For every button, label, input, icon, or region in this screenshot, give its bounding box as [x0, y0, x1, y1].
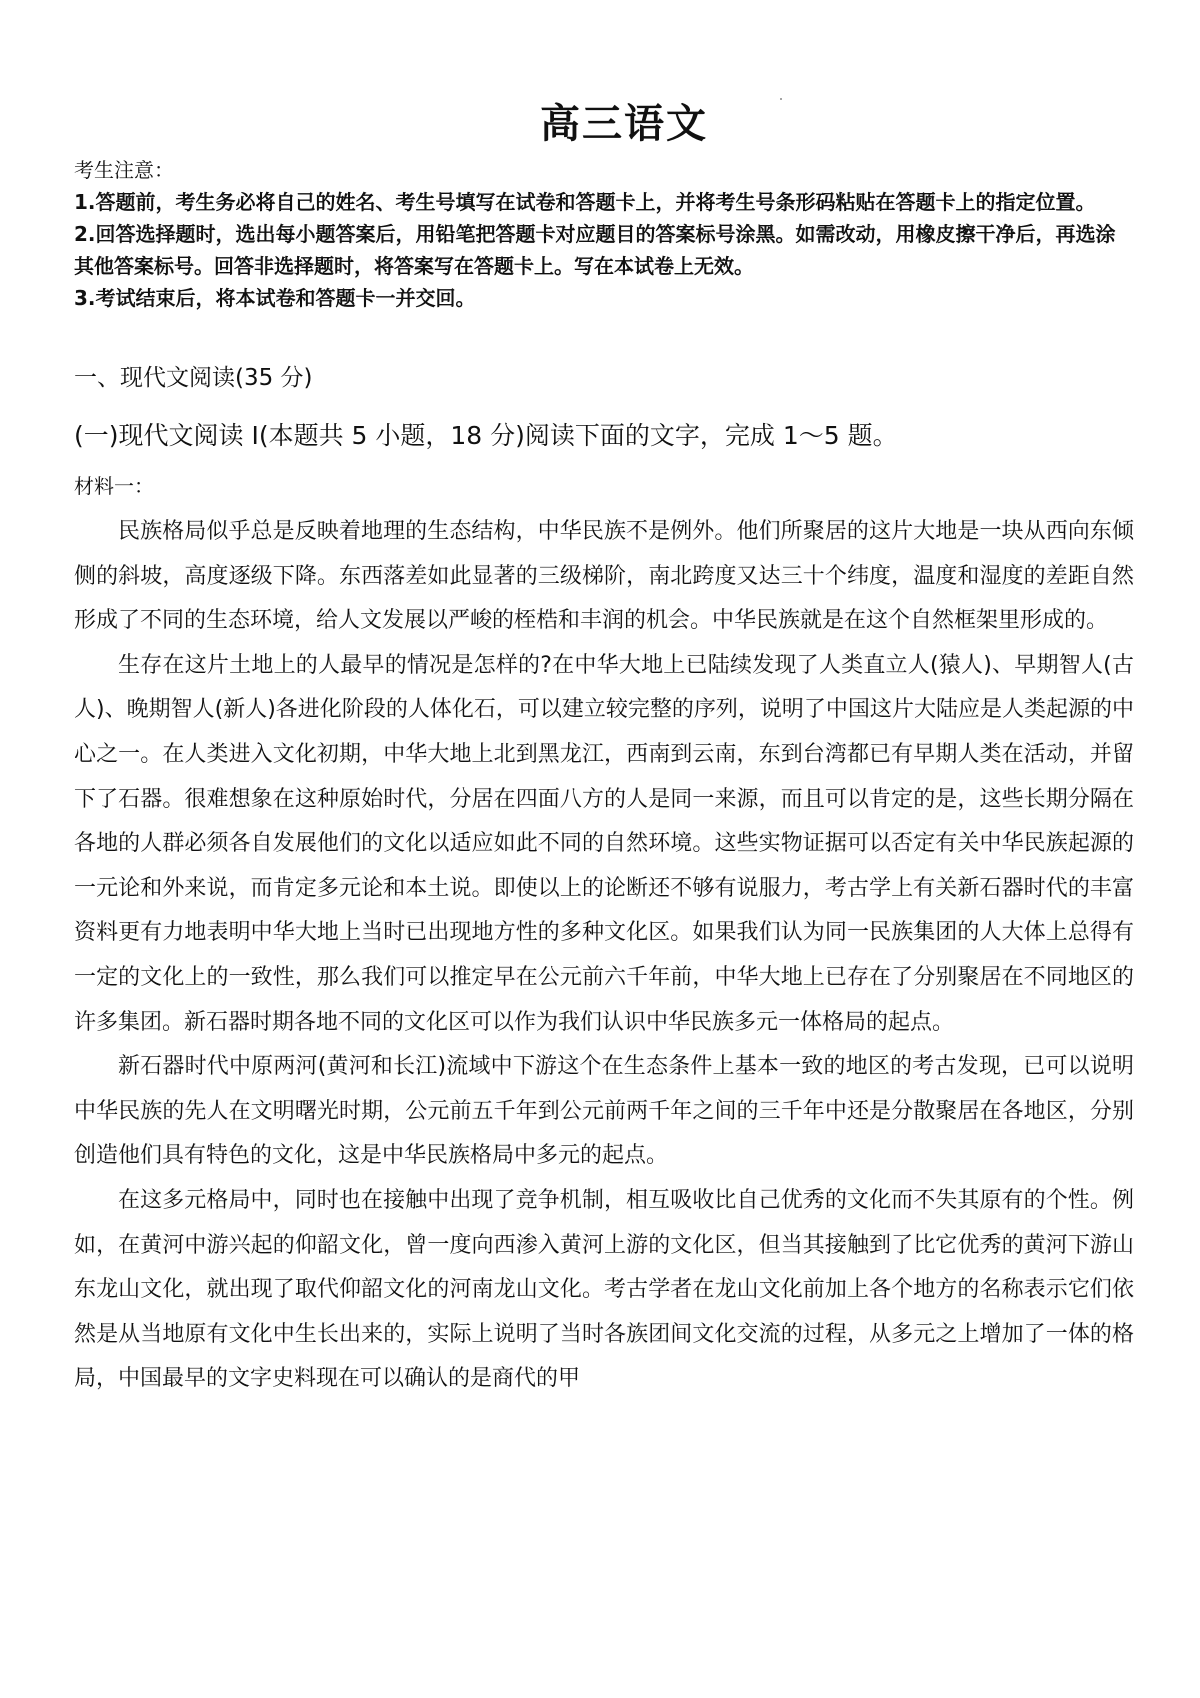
passage-paragraph: 在这多元格局中，同时也在接触中出现了竞争机制，相互吸收比自己优秀的文化而不失其原有的个性。例如，在黄河中游兴起的仰韶文化，曾一度向西渗入黄河上游的文化区，但当其接触到了比它优秀的黄河下游山东龙山文化，就出现了取代仰韶文化的河南龙山文化。考古学者在龙山文化前加上各个地方的名称表示它们依然是从当地原有文化中生长出来的，实际上说明了当时各族团间文化交流的过程，从多元之上增加了一体的格局，中国最早的文字史料现在可以确认的是商代的甲 — [74, 1187, 1134, 1392]
passage-paragraph: 民族格局似乎总是反映着地理的生态结构，中华民族不是例外。他们所聚居的这片大地是一块从西向东倾侧的斜坡，高度逐级下降。东西落差如此显著的三级梯阶，南北跨度又达三十个纬度，温度和湿度的差距自然形成了不同的生态环境，给人文发展以严峻的桎梏和丰润的机会。中华民族就是在这个自然框架里形成的。 — [74, 519, 1134, 634]
page-title: 高三语文 — [540, 100, 708, 147]
sub-section-heading: (一)现代文阅读 I(本题共 5 小题，18 分)阅读下面的文字，完成 1～5 题。 — [74, 421, 898, 450]
notice-item: 3.考试结束后，将本试卷和答题卡一并交回。 — [74, 286, 476, 310]
passage-paragraph: 新石器时代中原两河(黄河和长江)流域中下游这个在生态条件上基本一致的地区的考古发现，已可以说明中华民族的先人在文明曙光时期，公元前五千年到公元前两千年之间的三千年中还是分散聚居在各地区，分别创造他们具有特色的文化，这是中华民族格局中多元的起点。 — [74, 1054, 1134, 1169]
notice-item: 1.答题前，考生务必将自己的姓名、考生号填写在试卷和答题卡上，并将考生号条形码粘贴在答题卡上的指定位置。 — [74, 190, 1096, 214]
reading-passage — [74, 510, 1134, 1402]
notice-item: 2.回答选择题时，选出每小题答案后，用铅笔把答题卡对应题目的答案标号涂黑。如需改动，用橡皮擦干净后，再选涂其他答案标号。回答非选择题时，将答案写在答题卡上。写在本试卷上无效。 — [74, 222, 1116, 278]
material-label: 材料一： — [74, 474, 154, 498]
notice-heading: 考生注意： — [74, 158, 174, 182]
scan-speck — [780, 98, 782, 100]
section-heading: 一、现代文阅读(35 分) — [74, 365, 313, 391]
passage-paragraph: 生存在这片土地上的人最早的情况是怎样的?在中华大地上已陆续发现了人类直立人(猿人)、早期智人(古人)、晚期智人(新人)各进化阶段的人体化石，可以建立较完整的序列，说明了中国这片大陆应是人类起源的中心之一。在人类进入文化初期，中华大地上北到黑龙江，西南到云南，东到台湾都已有早期人类在活动，并留下了石器。很难想象在这种原始时代，分居在四面八方的人是同一来源，而且可以肯定的是，这些长期分隔在各地的人群必须各自发展他们的文化以适应如此不同的自然环境。这些实物证据可以否定有关中华民族起源的一元论和外来说，而肯定多元论和本土说。即使以上的论断还不够有说服力，考古学上有关新石器时代的丰富资料更有力地表明中华大地上当时已出现地方性的多种文化区。如果我们认为同一民族集团的人大体上总得有一定的文化上的一致性，那么我们可以推定早在公元前六千年前，中华大地上已存在了分别聚居在不同地区的许多集团。新石器时期各地不同的文化区可以作为我们认识中华民族多元一体格局的起点。 — [74, 652, 1134, 1035]
candidate-notice — [74, 154, 1134, 314]
